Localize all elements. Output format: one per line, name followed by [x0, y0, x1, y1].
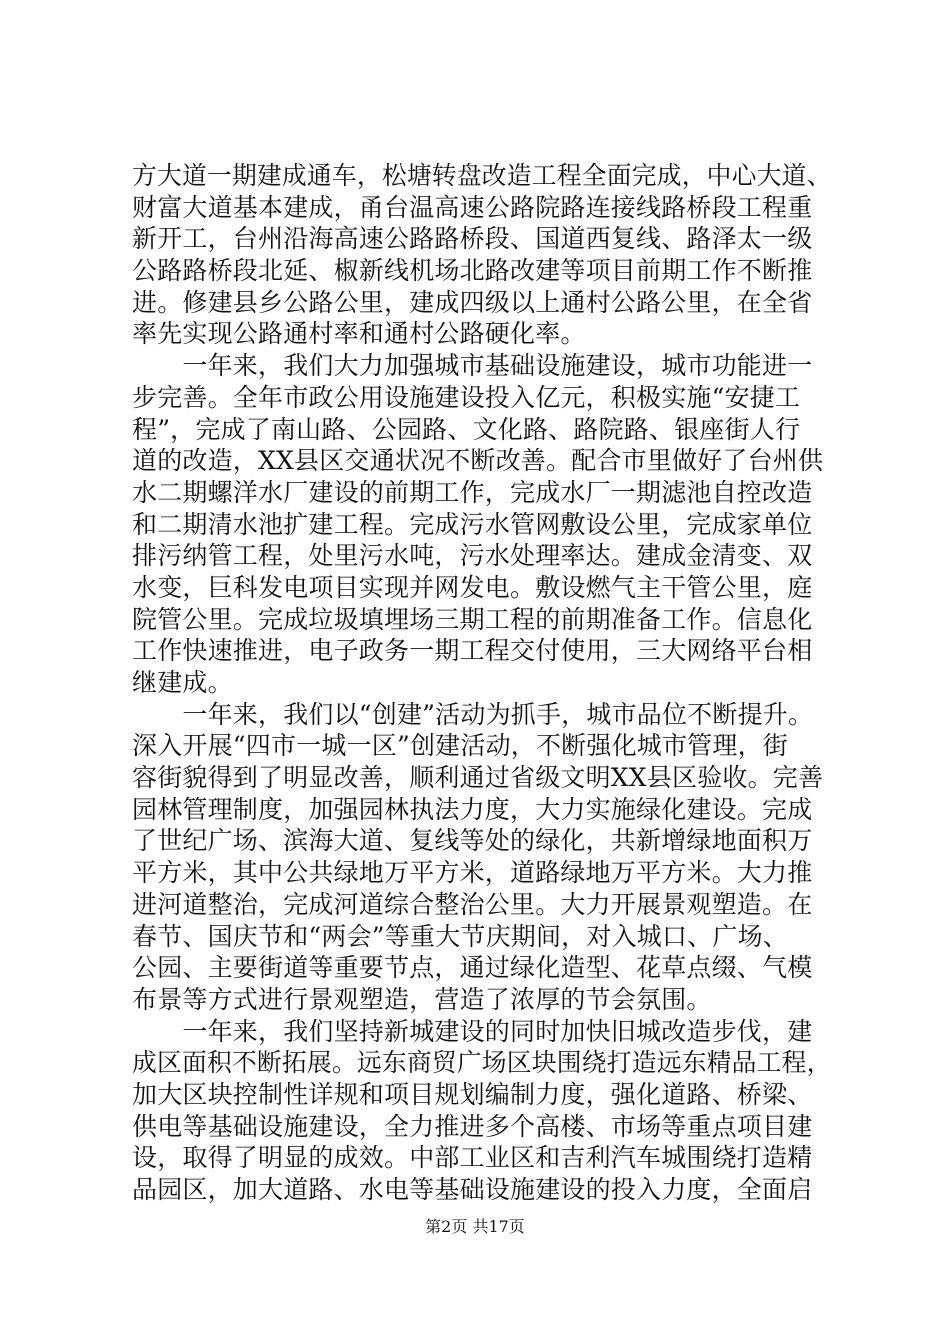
text-line: 院管公里。完成垃圾填埋场三期工程的前期准备工作。信息化 [132, 604, 813, 634]
text-line: 水二期螺洋水厂建设的前期工作，完成水厂一期滤池自控改造 [132, 477, 813, 507]
text-line: 道的改造，XX县区交通状况不断改善。配合市里做好了台州供 [132, 446, 824, 476]
text-line: 继建成。 [132, 668, 233, 697]
text-line: 品园区，加大道路、水电等基础设施建设的投入力度，全面启 [132, 1175, 813, 1204]
text-line: 园林管理制度，加强园林执法力度，大力实施绿化建设。完成 [132, 794, 813, 824]
text-line: 平方米，其中公共绿地万平方米，道路绿地万平方米。大力推 [132, 858, 813, 888]
text-line: 程”，完成了南山路、公园路、文化路、路院路、银座街人行 [132, 414, 801, 444]
text-line: 新开工，台州沿海高速公路路桥段、国道西复线、路泽太一级 [132, 224, 813, 254]
text-line: 一年来，我们大力加强城市基础设施建设，城市功能进一 [132, 351, 813, 381]
text-line: 一年来，我们坚持新城建设的同时加快旧城改造步伐，建 [132, 1016, 813, 1046]
text-line: 公园、主要街道等重要节点，通过绿化造型、花草点缀、气模 [132, 953, 813, 983]
text-line: 财富大道基本建成，甬台温高速公路院路连接线路桥段工程重 [132, 192, 813, 222]
text-line: 率先实现公路通村率和通村公路硬化率。 [132, 319, 586, 349]
text-line: 布景等方式进行景观塑造，营造了浓厚的节会氛围。 [132, 984, 712, 1014]
body-text [132, 160, 832, 1206]
text-line: 水变，巨科发电项目实现并网发电。敷设燃气主干管公里，庭 [132, 572, 813, 602]
text-line: 加大区块控制性详规和项目规划编制力度，强化道路、桥梁、 [132, 1079, 813, 1109]
text-line: 深入开展“四市一城一区”创建活动，不断强化城市管理，街 [132, 731, 788, 761]
page-footer: 第2页 共17页 [425, 1217, 525, 1236]
text-line: 容街貌得到了明显改善，顺利通过省级文明XX县区验收。完善 [132, 763, 824, 793]
text-line: 设，取得了明显的成效。中部工业区和吉利汽车城围绕打造精 [132, 1143, 813, 1173]
text-line: 一年来，我们以“创建”活动为抓手，城市品位不断提升。 [132, 699, 814, 729]
text-line: 进河道整治，完成河道综合整治公里。大力开展景观塑造。在 [132, 889, 813, 919]
text-line: 工作快速推进，电子政务一期工程交付使用，三大网络平台相 [132, 636, 813, 666]
text-line: 供电等基础设施建设，全力推进多个高楼、市场等重点项目建 [132, 1111, 813, 1141]
text-line: 了世纪广场、滨海大道、复线等处的绿化，共新增绿地面积万 [132, 826, 813, 856]
text-line: 步完善。全年市政公用设施建设投入亿元，积极实施“安捷工 [132, 382, 801, 412]
text-line: 进。修建县乡公路公里，建成四级以上通村公路公里，在全省 [132, 287, 813, 317]
text-line: 排污纳管工程，处里污水吨，污水处理率达。建成金清变、双 [132, 541, 813, 571]
text-line: 方大道一期建成通车，松塘转盘改造工程全面完成，中心大道、 [132, 161, 832, 190]
text-line: 公路路桥段北延、椒新线机场北路改建等项目前期工作不断推 [132, 256, 813, 286]
text-line: 春节、国庆节和“两会”等重大节庆期间，对入城口、广场、 [132, 921, 788, 951]
text-line: 和二期清水池扩建工程。完成污水管网敷设公里，完成家单位 [132, 509, 813, 539]
text-line: 成区面积不断拓展。远东商贸广场区块围绕打造远东精品工程， [132, 1048, 832, 1078]
